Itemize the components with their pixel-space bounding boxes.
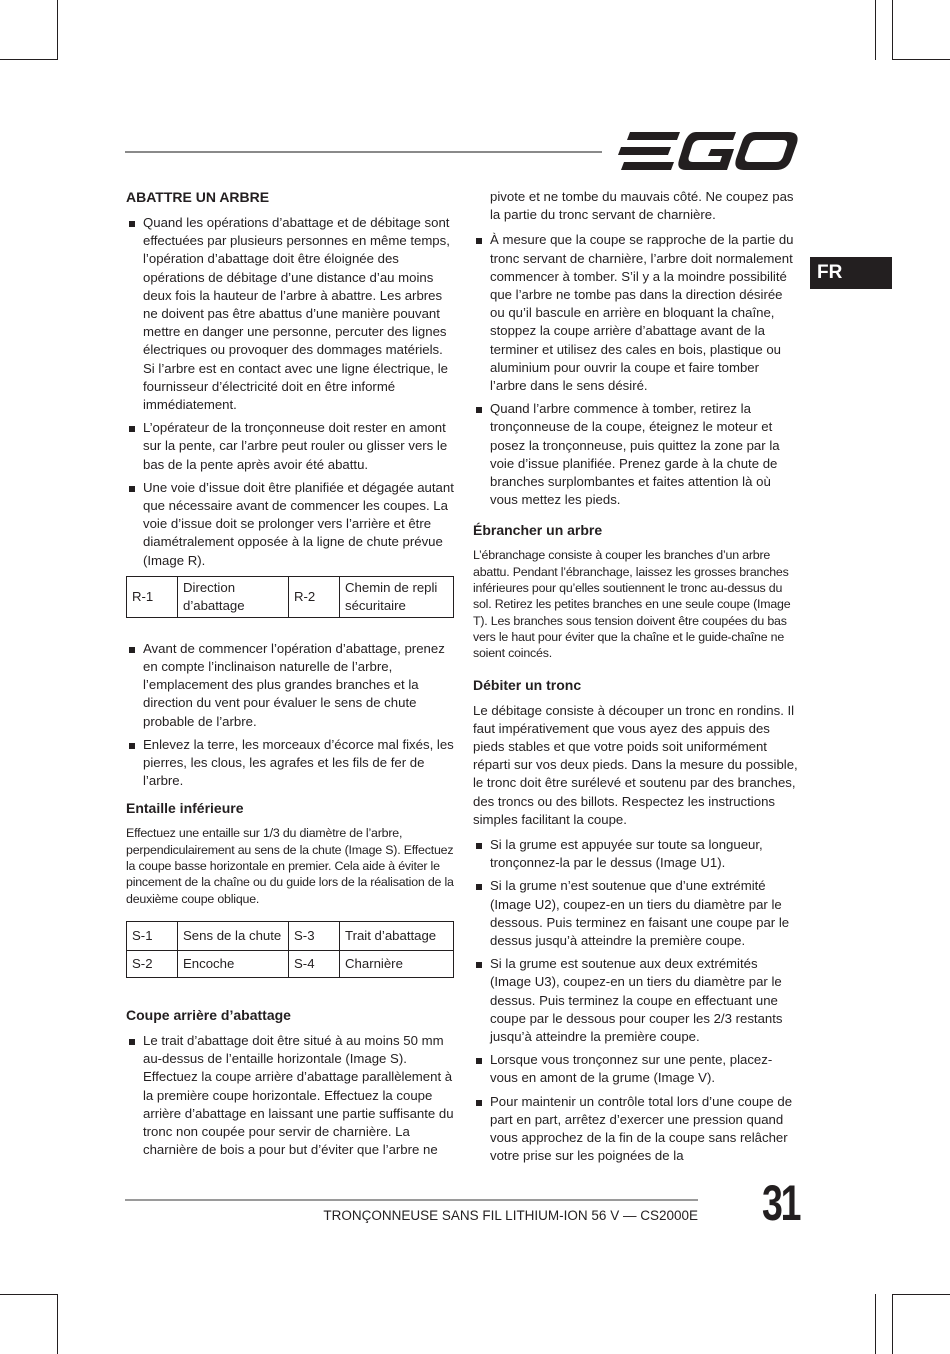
continuation-text: pivote et ne tombe du mauvais côté. Ne coupez pas la partie du tronc servant de charnière. [490,189,794,223]
bullet-icon [129,743,135,749]
table-cell: Charnière [340,950,454,977]
crop-mark [892,59,950,60]
left-column [126,188,456,1164]
header-rule [125,151,602,153]
legend-table-s [126,921,454,978]
bullet-icon [129,486,135,492]
table-cell: Encoche [178,950,289,977]
bullet-icon [476,1058,482,1064]
crop-mark [875,0,876,60]
table-row [127,576,454,617]
bullet-icon [476,407,482,413]
crop-mark [892,0,893,60]
table-cell: S-2 [127,950,178,977]
list-item: Quand l’arbre commence à tomber, retirez la tronçonneuse de la coupe, éteignez le moteur et posez la tronçonneuse, puis quittez la zone par la voie d’issue planifiée. Prenez garde à la chute de branches surplombantes et faites attention là où vous mettez les pieds. [473,400,799,509]
crop-mark [57,1294,58,1354]
list-item: Lorsque vous tronçonnez sur une pente, placez-vous en amont de la grume (Image V). [473,1051,799,1087]
subsection-heading: Entaille inférieure [126,800,244,817]
list-item: À mesure que la coupe se rapproche de la partie du tronc servant de charnière, l’arbre doit normalement commencer à tomber. S’il y a la moindre possibilité que l’arbre ne tombe pas dans la direction désirée ou qu’il bascule en arrière en bloquant la chaîne, stoppez la coupe arrière d’abattage avant de la terminer et utilisez des cales en bois, plastique ou aluminium pour ouvrir la coupe et faire tomber l’arbre dans le sens désiré. [473,231,799,395]
list-item: Quand les opérations d’abattage et de débitage sont effectuées par plusieurs personnes en même temps, l’opération d’abattage doit être éloignée des opérations de débitage d’une distance d’au moins deux fois la hauteur de l’arbre à abattre. Les arbres ne doivent pas être abattus d’une manière pouvant mettre en danger une personne, percuter des lignes électriques ou provoquer des dommages matériels. Si l’arbre est en contact avec une ligne électrique, le fournisseur d’électricité doit en être informé immédiatement. [126,214,456,414]
crop-mark [892,1294,950,1295]
bullet-icon [476,238,482,244]
subsection-heading: Ébrancher un arbre [473,522,603,539]
table-row [127,950,454,977]
list-item: Avant de commencer l’opération d’abattage, prenez en compte l’inclinaison naturelle de l’arbre, l’emplacement des plus grandes branches et la direction du vent pour évaluer le sens de chute probable de l’arbre. [126,640,456,731]
bullet-icon [129,426,135,432]
table-cell: Trait d’abattage [340,921,454,950]
list-item: Si la grume n’est soutenue que d’une extrémité (Image U2), coupez-en un tiers du diamètre par le dessous. Puis terminez en faisant une coupe par le dessus jusqu’à atteindre la première coupe. [473,877,799,950]
page-number: 31 [762,1175,800,1231]
language-tab: FR [810,257,892,289]
bullet-icon [129,221,135,227]
table-cell: S-1 [127,921,178,950]
crop-mark [875,1294,876,1354]
list-item: Si la grume est soutenue aux deux extrémités (Image U3), coupez-en un tiers du diamètre par le dessus. Puis terminez la coupe en effectuant une coupe par le dessous pour couper les 2/3 restants jusqu’à atteindre la première coupe. [473,955,799,1046]
subsection-heading: Débiter un tronc [473,676,582,693]
paragraph: Effectuez une entaille sur 1/3 du diamètre de l’arbre, perpendiculairement au sens de la chute (Image S). Effectuez la coupe basse horizontale en premier. Cela aide à éviter le pincement de la chaîne ou du guide lors de la réalisation de la deuxième coupe oblique. [126,826,454,906]
paragraph: Le débitage consiste à découper un tronc en rondins. Il faut impérativement que vous ayez des appuis des pieds stables et que votre poids soit uniformément réparti sur vos deux pieds. Dans la mesure du possible, le tronc doit être surélevé et soutenu par des branches, des troncs ou des billots. Respectez les instructions simples facilitant la coupe. [473,702,798,827]
bullet-icon [476,962,482,968]
table-cell: R-1 [127,576,178,617]
crop-mark [0,59,58,60]
legend-table-r [126,576,454,618]
ego-logo [616,130,800,172]
list-item: Une voie d’issue doit être planifiée et dégagée autant que nécessaire avant de commencer les coupes. La voie d’issue doit se prolonger vers l’arrière et être diamétralement opposée à la ligne de chute prévue (Image R). [126,479,456,570]
table-cell: S-3 [289,921,340,950]
list-item: L’opérateur de la tronçonneuse doit rester en amont sur la pente, car l’arbre peut rouler ou glisser vers le bas de la pente après avoir été abattu. [126,419,456,474]
crop-mark [0,1294,58,1295]
paragraph: L’ébranchage consiste à couper les branches d’un arbre abattu. Pendant l’ébranchage, laissez les grosses branches inférieures pour qu’elles soutiennent le tronc au-dessus du sol. Retirez les petites branches en une seule coupe (Image T). Les branches sous tension doivent être coupées du bas vers le haut pour éviter que la chaîne et le guide-chaîne ne soient coincés. [473,548,791,661]
bullet-icon [129,647,135,653]
list-item: Si la grume est appuyée sur toute sa longueur, tronçonnez-la par le dessus (Image U1). [473,836,799,872]
table-cell: S-4 [289,950,340,977]
bullet-icon [476,1100,482,1106]
list-item: Pour maintenir un contrôle total lors d’une coupe de part en part, arrêtez d’exercer une pression quand vous approchez de la fin de la coupe sans relâcher votre prise sur les poignées de la [473,1093,799,1166]
table-row [127,921,454,950]
footer-rule [125,1199,698,1201]
list-item: Enlevez la terre, les morceaux d’écorce mal fixés, les pierres, les clous, les agrafes et les fils de fer de l’arbre. [126,736,456,791]
subsection-heading: Coupe arrière d’abattage [126,1006,291,1023]
bullet-icon [476,884,482,890]
crop-mark [892,1294,893,1354]
bullet-icon [129,1039,135,1045]
footer-title: TRONÇONNEUSE SANS FIL LITHIUM-ION 56 V — CS2000E [323,1208,698,1223]
right-column [473,188,799,1170]
table-cell: Direction d’abattage [178,576,289,617]
table-cell: Sens de la chute [178,921,289,950]
crop-mark [57,0,58,60]
list-item: Le trait d’abattage doit être situé à au moins 50 mm au-dessus de l’entaille horizontale (Image S). Effectuez la coupe arrière d’abattage parallèlement à la première coupe horizontale. Effectuez la coupe arrière d’abattage en laissant une partie suffisante du tronc non coupée pour servir de charnière. La charnière de bois a pour but d’éviter que l’arbre ne [126,1032,456,1159]
table-cell: Chemin de repli sécuritaire [340,576,454,617]
table-cell: R-2 [289,576,340,617]
section-heading: ABATTRE UN ARBRE [126,189,270,205]
bullet-icon [476,843,482,849]
